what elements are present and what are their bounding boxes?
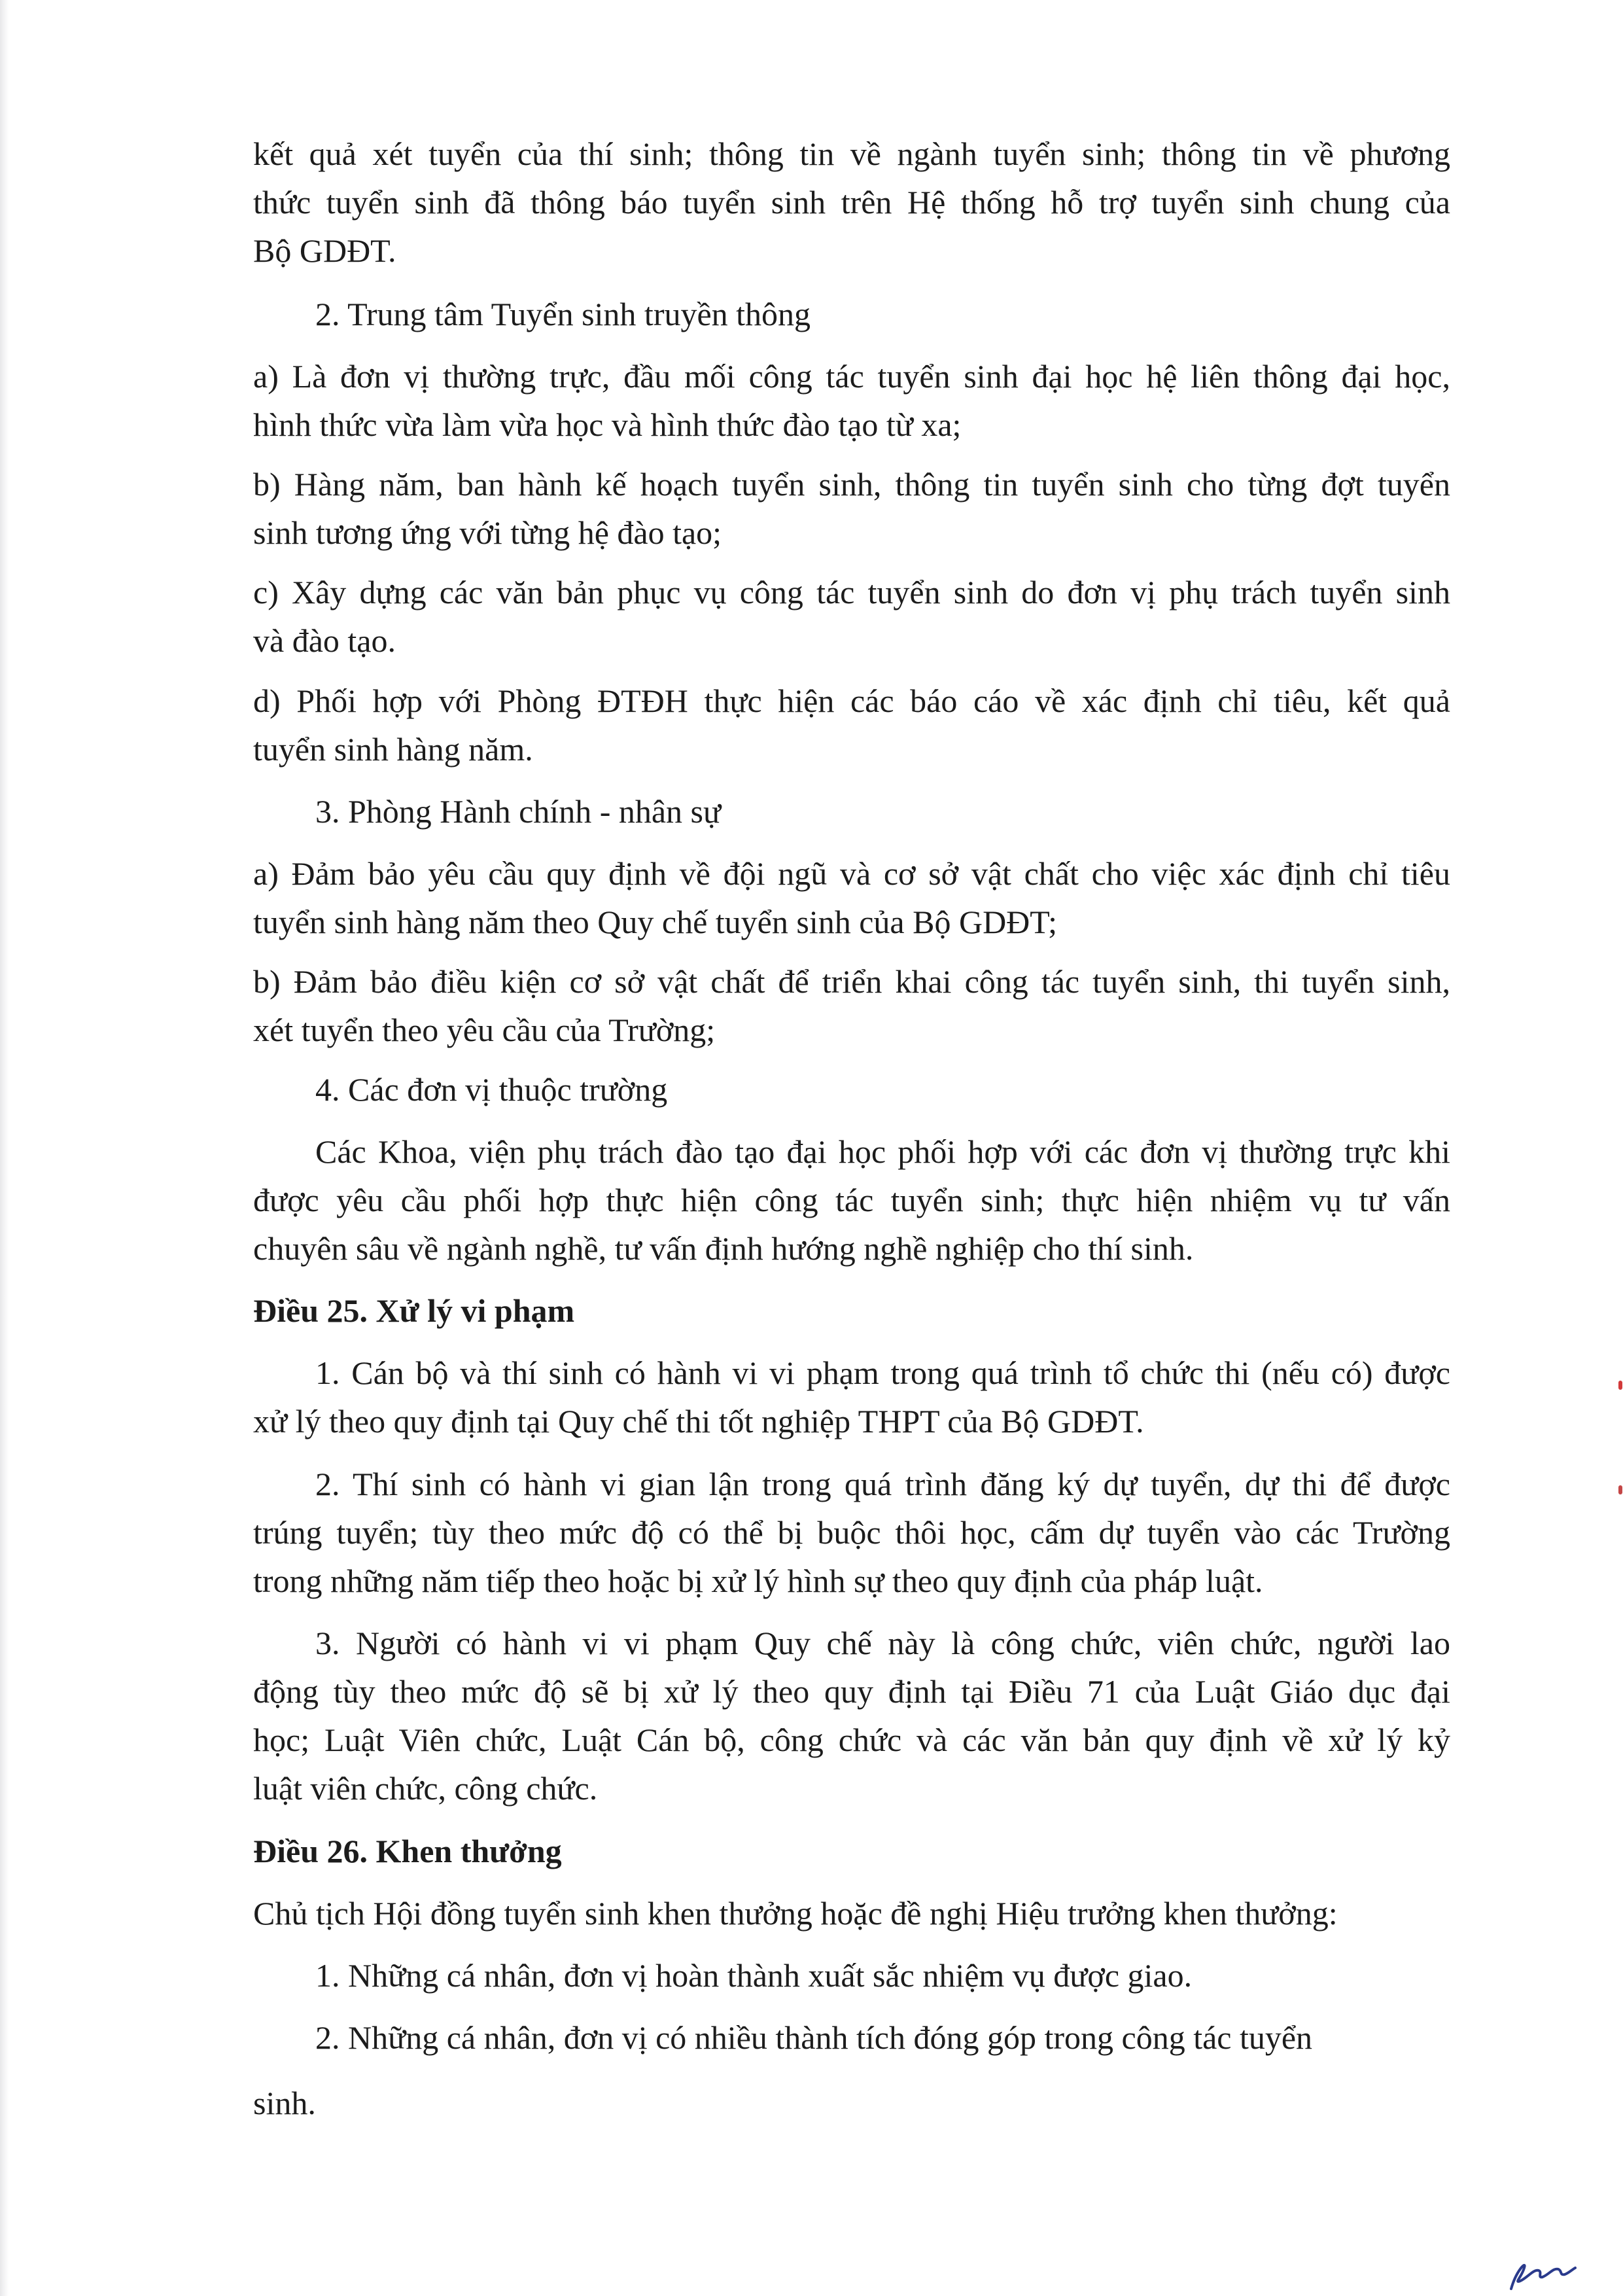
text-line: 2. Những cá nhân, đơn vị có nhiều thành tích đóng góp trong công tác tuyển	[315, 2019, 1313, 2056]
text-line: được yêu cầu phối hợp thực hiện công tác tuyển sinh; thực hiện nhiệm vụ tư vấn	[253, 1182, 1450, 1218]
text-line: Các Khoa, viện phụ trách đào tạo đại học phối hợp với các đơn vị thường trực khi	[315, 1133, 1450, 1170]
text-line: c) Xây dựng các văn bản phục vụ công tác tuyển sinh do đơn vị phụ trách tuyển sinh	[253, 574, 1450, 610]
section-heading: 4. Các đơn vị thuộc trường	[315, 1071, 668, 1108]
signature-initials	[1505, 2251, 1577, 2290]
text-line: Chủ tịch Hội đồng tuyển sinh khen thưởng hoặc đề nghị Hiệu trưởng khen thưởng:	[253, 1895, 1338, 1932]
text-line: b) Đảm bảo điều kiện cơ sở vật chất để triển khai công tác tuyển sinh, thi tuyển sinh,	[253, 963, 1450, 1000]
text-line: tuyển sinh hàng năm.	[253, 731, 533, 768]
text-line: động tùy theo mức độ sẽ bị xử lý theo quy định tại Điều 71 của Luật Giáo dục đại	[253, 1673, 1450, 1710]
text-line: xét tuyển theo yêu cầu của Trường;	[253, 1012, 716, 1048]
text-line: và đào tạo.	[253, 622, 396, 659]
edge-mark	[1618, 1381, 1622, 1390]
text-line: hình thức vừa làm vừa học và hình thức đào tạo từ xa;	[253, 406, 962, 443]
text-line: xử lý theo quy định tại Quy chế thi tốt nghiệp THPT của Bộ GDĐT.	[253, 1403, 1144, 1439]
text-line: luật viên chức, công chức.	[253, 1770, 598, 1807]
text-line: 2. Thí sinh có hành vi gian lận trong quá trình đăng ký dự tuyển, dự thi để được	[315, 1466, 1450, 1502]
text-line: sinh tương ứng với từng hệ đào tạo;	[253, 514, 722, 551]
text-line: d) Phối hợp với Phòng ĐTĐH thực hiện các báo cáo về xác định chỉ tiêu, kết quả	[253, 682, 1450, 719]
section-heading: 2. Trung tâm Tuyển sinh truyền thông	[315, 296, 811, 332]
text-line: chuyên sâu về ngành nghề, tư vấn định hướng nghề nghiệp cho thí sinh.	[253, 1230, 1194, 1267]
text-line: a) Đảm bảo yêu cầu quy định về đội ngũ và cơ sở vật chất cho việc xác định chỉ tiêu	[253, 855, 1450, 892]
text-line: trong những năm tiếp theo hoặc bị xử lý hình sự theo quy định của pháp luật.	[253, 1563, 1263, 1599]
text-line: kết quả xét tuyển của thí sinh; thông tin về ngành tuyển sinh; thông tin về phương	[253, 135, 1450, 172]
text-line: trúng tuyển; tùy theo mức độ có thể bị buộc thôi học, cấm dự tuyển vào các Trường	[253, 1514, 1450, 1551]
text-line: a) Là đơn vị thường trực, đầu mối công tác tuyển sinh đại học hệ liên thông đại học,	[253, 358, 1450, 395]
article-heading-25: Điều 25. Xử lý vi phạm	[253, 1292, 575, 1329]
article-heading-26: Điều 26. Khen thưởng	[253, 1833, 562, 1869]
text-line: học; Luật Viên chức, Luật Cán bộ, công chức và các văn bản quy định về xử lý kỷ	[253, 1722, 1450, 1758]
text-line: Bộ GDĐT.	[253, 232, 396, 269]
text-line: 1. Cán bộ và thí sinh có hành vi vi phạm trong quá trình tổ chức thi (nếu có) được	[315, 1354, 1450, 1391]
scan-edge	[0, 0, 9, 2296]
text-line: b) Hàng năm, ban hành kế hoạch tuyển sinh, thông tin tuyển sinh cho từng đợt tuyển	[253, 466, 1450, 503]
text-line: sinh.	[253, 2085, 316, 2121]
text-line: 3. Người có hành vi vi phạm Quy chế này là công chức, viên chức, người lao	[315, 1625, 1450, 1661]
text-line: 1. Những cá nhân, đơn vị hoàn thành xuất sắc nhiệm vụ được giao.	[315, 1957, 1193, 1994]
edge-mark	[1618, 1485, 1622, 1494]
text-line: tuyển sinh hàng năm theo Quy chế tuyển sinh của Bộ GDĐT;	[253, 904, 1057, 940]
section-heading: 3. Phòng Hành chính - nhân sự	[315, 793, 722, 830]
text-line: thức tuyển sinh đã thông báo tuyển sinh trên Hệ thống hỗ trợ tuyển sinh chung của	[253, 184, 1450, 221]
